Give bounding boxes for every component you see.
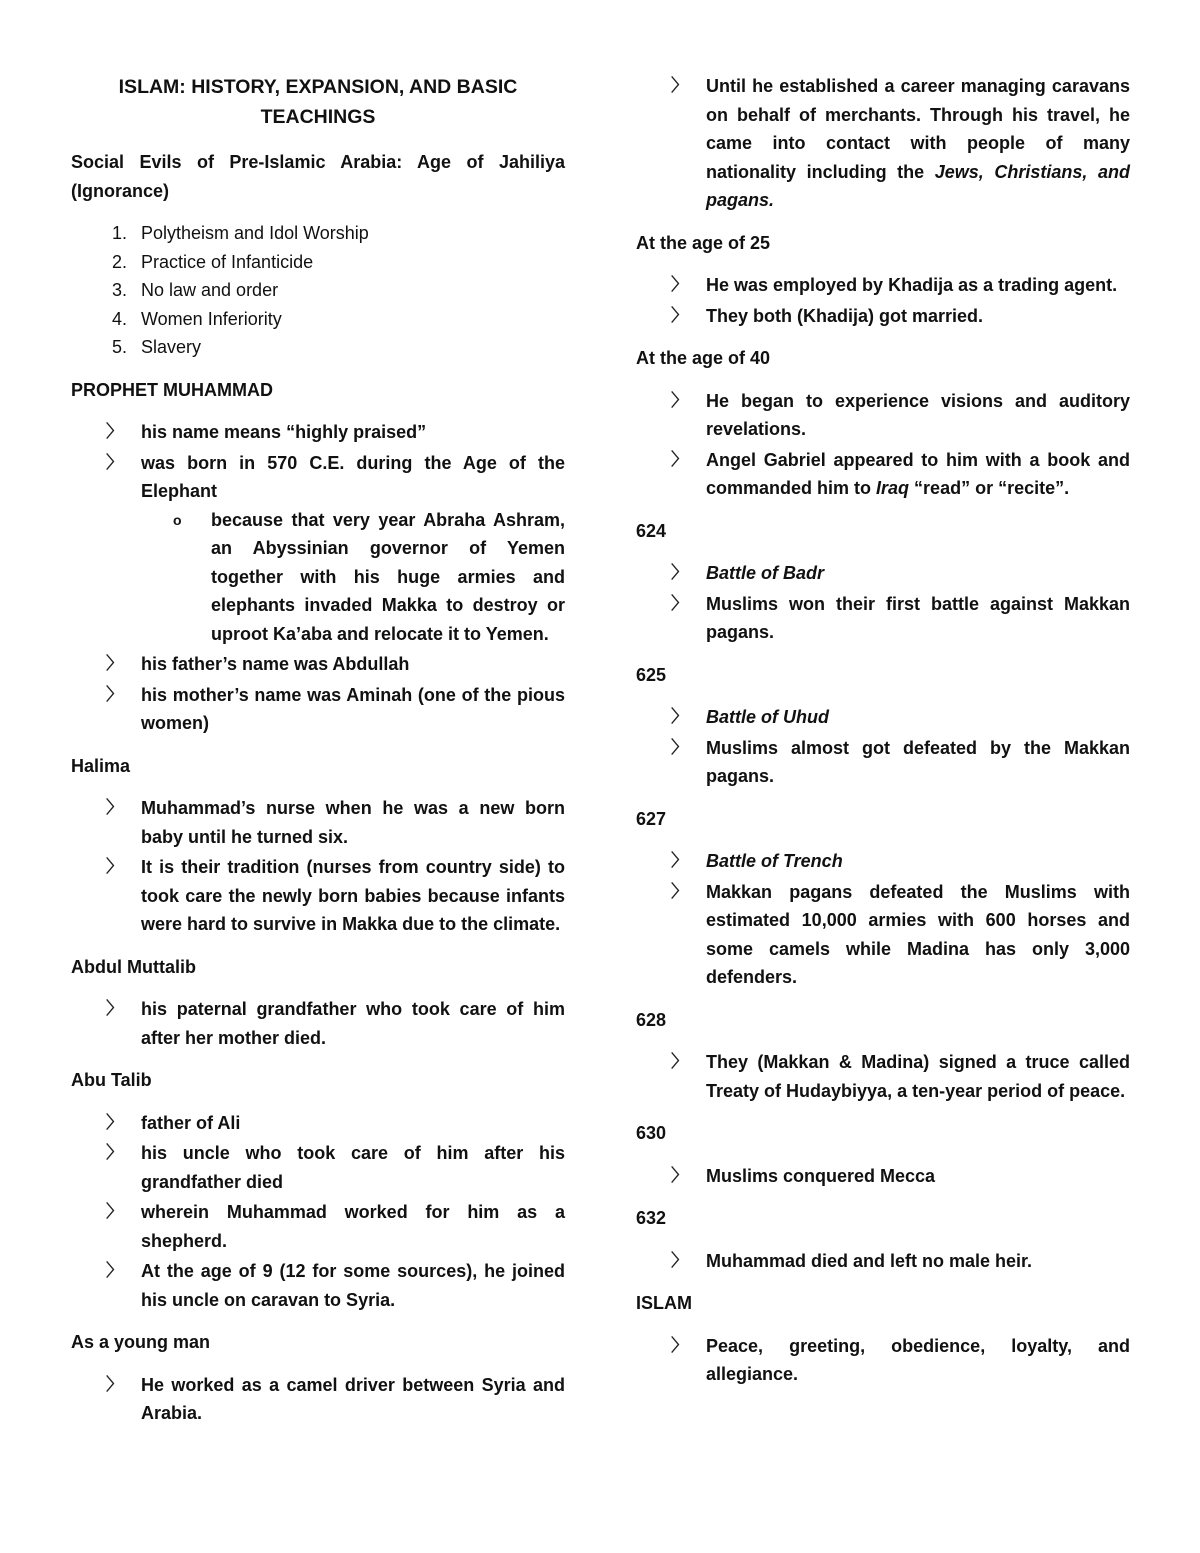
- bullet-icon: 〉: [106, 654, 123, 673]
- list-item: 〉 He worked as a camel driver between Syria and Arabia.: [71, 1371, 565, 1428]
- list-item: 〉 Muslims conquered Mecca: [636, 1162, 1130, 1191]
- year-632-heading: 632: [636, 1208, 667, 1228]
- list-item: 〉 He was employed by Khadija as a trading agent.: [636, 271, 1130, 300]
- abu-talib-heading: Abu Talib: [71, 1070, 152, 1090]
- year-625-list: [636, 703, 1130, 791]
- age-40-list: [636, 387, 1130, 503]
- bullet-icon: 〉: [671, 563, 688, 582]
- bullet-icon: 〉: [106, 1112, 123, 1132]
- list-item: 〉 Muslims won their first battle against Makkan pagans.: [636, 590, 1130, 647]
- abdul-muttalib-heading: Abdul Muttalib: [71, 956, 196, 977]
- list-item: 〉 Battle of Uhud: [636, 703, 1130, 732]
- list-item: 〉 It is their tradition (nurses from country side) to took care the newly born babies because infants were hard to survive in Makka due to the climate.: [71, 853, 565, 939]
- bullet-icon: 〉: [671, 1165, 688, 1185]
- age-40-heading: At the age of 40: [636, 348, 771, 368]
- bullet-icon: 〉: [106, 1202, 123, 1221]
- prophet-heading: PROPHET MUHAMMAD: [71, 379, 273, 400]
- year-628-list: [636, 1048, 1130, 1105]
- bullet-icon: 〉: [671, 707, 688, 726]
- halima-list: [71, 794, 565, 939]
- bullet-icon: 〉: [671, 390, 688, 410]
- list-item: 〉 wherein Muhammad worked for him as a shepherd.: [71, 1198, 565, 1255]
- age-25-heading: At the age of 25: [636, 232, 771, 253]
- islam-heading: ISLAM: [636, 1293, 692, 1313]
- list-item: 3. No law and order: [112, 280, 279, 300]
- year-630-list: [636, 1162, 1130, 1191]
- bullet-icon: 〉: [671, 76, 688, 95]
- young-man-heading: As a young man: [71, 1332, 211, 1352]
- bullet-icon: 〉: [106, 999, 123, 1018]
- bullet-icon: 〉: [106, 422, 123, 441]
- bullet-icon: 〉: [671, 275, 688, 294]
- circle-bullet-icon: o: [173, 511, 182, 528]
- list-item: 〉 Muhammad died and left no male heir.: [636, 1247, 1130, 1276]
- year-627-heading: 627: [636, 808, 667, 829]
- list-item: 〉 his father’s name was Abdullah: [71, 650, 565, 679]
- bullet-icon: 〉: [671, 1250, 688, 1270]
- bullet-icon: 〉: [106, 452, 123, 472]
- bullet-icon: 〉: [671, 305, 688, 325]
- year-632-list: [636, 1247, 1130, 1276]
- list-item: 〉 Battle of Badr: [636, 559, 1130, 588]
- list-item: 〉 They (Makkan & Madina) signed a truce called Treaty of Hudaybiyya, a ten-year period of peace.: [636, 1048, 1130, 1105]
- bullet-icon: 〉: [106, 1261, 123, 1280]
- list-item: 〉 his mother’s name was Aminah (one of the pious women): [71, 681, 565, 738]
- list-item: 〉 his name means “highly praised”: [71, 418, 565, 447]
- list-item: 〉 Muhammad’s nurse when he was a new born baby until he turned six.: [71, 794, 565, 851]
- right-column: [636, 72, 1130, 1403]
- social-evils-heading: Social Evils of Pre-Islamic Arabia: Age of Jahiliya (Ignorance): [71, 152, 565, 201]
- list-item: 〉 Makkan pagans defeated the Muslims with estimated 10,000 armies with 600 horses and some camels while Madina has only 3,000 defenders.: [636, 878, 1130, 992]
- prophet-list: [71, 418, 565, 738]
- year-624-list: [636, 559, 1130, 647]
- list-item: 4. Women Inferiority: [112, 308, 282, 329]
- sub-list: [141, 506, 565, 649]
- list-item: 〉 Until he established a career managing caravans on behalf of merchants. Through his travel, he came into contact with people of many nationality including the Jews, Christians, and pagans.: [636, 72, 1130, 215]
- list-item: 〉 At the age of 9 (12 for some sources), he joined his uncle on caravan to Syria.: [71, 1257, 565, 1314]
- list-item: 〉 He began to experience visions and auditory revelations.: [636, 387, 1130, 444]
- bullet-icon: 〉: [106, 798, 123, 817]
- abu-talib-list: [71, 1109, 565, 1315]
- young-man-list: [71, 1371, 565, 1428]
- bullet-icon: 〉: [671, 1335, 688, 1355]
- list-item: 〉 father of Ali: [71, 1109, 565, 1138]
- list-item: 〉 Peace, greeting, obedience, loyalty, and allegiance.: [636, 1332, 1130, 1389]
- list-item: 〉 Angel Gabriel appeared to him with a book and commanded him to Iraq “read” or “recite”.: [636, 446, 1130, 503]
- year-624-heading: 624: [636, 520, 667, 541]
- list-item: 〉 Muslims almost got defeated by the Makkan pagans.: [636, 734, 1130, 791]
- bullet-icon: 〉: [671, 593, 688, 613]
- list-item: 2. Practice of Infanticide: [112, 251, 314, 272]
- bullet-icon: 〉: [106, 1374, 123, 1394]
- list-item: 5. Slavery: [112, 337, 202, 357]
- islam-list: [636, 1332, 1130, 1389]
- sub-list-item: o because that very year Abraha Ashram, an Abyssinian governor of Yemen together with his huge armies and elephants invaded Makka to destroy or uproot Ka’aba and relocate it to Yemen.: [141, 506, 565, 649]
- year-627-list: [636, 847, 1130, 992]
- bullet-icon: 〉: [671, 737, 688, 757]
- bullet-icon: 〉: [106, 684, 123, 704]
- list-item: 〉 They both (Khadija) got married.: [636, 302, 1130, 331]
- bullet-icon: 〉: [671, 881, 688, 901]
- young-man-list-continued: [636, 72, 1130, 215]
- list-item: 1. Polytheism and Idol Worship: [112, 223, 369, 243]
- list-item: 〉 Battle of Trench: [636, 847, 1130, 876]
- year-625-heading: 625: [636, 664, 667, 685]
- halima-heading: Halima: [71, 755, 131, 776]
- age-25-list: [636, 271, 1130, 330]
- document-title: [71, 72, 565, 132]
- bullet-icon: 〉: [671, 851, 688, 870]
- bullet-icon: 〉: [671, 1052, 688, 1071]
- year-628-heading: 628: [636, 1009, 667, 1030]
- abdul-muttalib-list: [71, 995, 565, 1052]
- list-item: 〉 his uncle who took care of him after his grandfather died: [71, 1139, 565, 1196]
- list-item: 〉 his paternal grandfather who took care of him after her mother died.: [71, 995, 565, 1052]
- bullet-icon: 〉: [106, 1143, 123, 1162]
- bullet-icon: 〉: [671, 449, 688, 469]
- list-item: 〉 was born in 570 C.E. during the Age of the Elephant o because that very year Abraha Ashram, an Abyssinian governor of Yemen together with his huge armies and elephants invaded Makka to destroy or uproot Ka’aba and relocate it to Yemen.: [71, 449, 565, 649]
- title-line-1: ISLAM: HISTORY, EXPANSION, AND BASIC: [118, 76, 518, 98]
- year-630-heading: 630: [636, 1123, 667, 1143]
- social-evils-list: [71, 219, 565, 362]
- left-column: [71, 66, 565, 1442]
- bullet-icon: 〉: [106, 857, 123, 876]
- title-line-2: TEACHINGS: [260, 106, 376, 128]
